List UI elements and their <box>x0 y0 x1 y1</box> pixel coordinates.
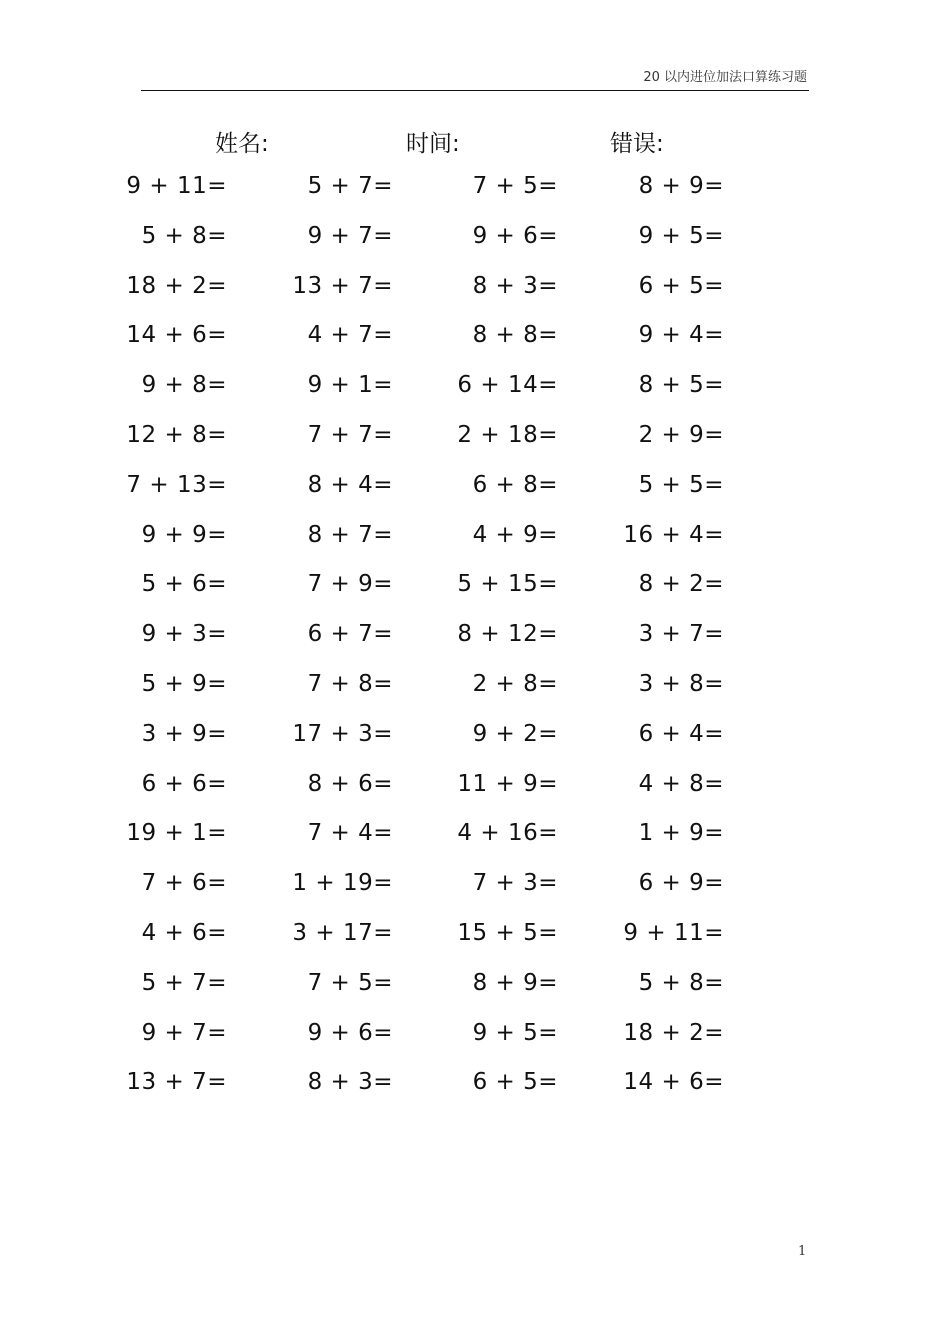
problem-item: 5 + 7= <box>141 969 227 996</box>
problem-row <box>0 173 950 223</box>
student-info-row <box>0 125 950 161</box>
problem-row <box>0 771 950 821</box>
problem-item: 6 + 14= <box>457 372 558 399</box>
problem-item: 2 + 18= <box>457 421 558 448</box>
problem-item: 9 + 6= <box>472 222 558 249</box>
problem-item: 6 + 8= <box>472 471 558 498</box>
problem-item: 8 + 3= <box>307 1069 393 1096</box>
problem-item: 5 + 6= <box>141 571 227 598</box>
problem-item: 9 + 1= <box>307 372 393 399</box>
problem-item: 5 + 8= <box>638 969 724 996</box>
problem-item: 8 + 4= <box>307 471 393 498</box>
problem-item: 6 + 9= <box>638 870 724 897</box>
problem-item: 4 + 8= <box>638 770 724 797</box>
problem-row <box>0 422 950 472</box>
problem-item: 7 + 6= <box>141 870 227 897</box>
header-title: 20 以内进位加法口算练习题 <box>643 70 807 85</box>
problem-item: 9 + 5= <box>638 222 724 249</box>
problem-row <box>0 472 950 522</box>
problem-item: 7 + 5= <box>472 173 558 199</box>
problem-item: 6 + 7= <box>307 621 393 648</box>
problem-row <box>0 372 950 422</box>
problem-item: 6 + 5= <box>638 272 724 299</box>
problem-item: 7 + 7= <box>307 421 393 448</box>
problem-item: 7 + 8= <box>307 670 393 697</box>
page-header <box>141 64 809 91</box>
problem-row <box>0 1020 950 1070</box>
problem-item: 3 + 8= <box>638 670 724 697</box>
problem-item: 4 + 6= <box>141 919 227 946</box>
problem-row <box>0 223 950 273</box>
problem-item: 9 + 7= <box>307 222 393 249</box>
problem-row <box>0 273 950 323</box>
problem-item: 7 + 9= <box>307 571 393 598</box>
problem-item: 9 + 2= <box>472 720 558 747</box>
problem-item: 2 + 8= <box>472 670 558 697</box>
problem-item: 8 + 9= <box>638 173 724 199</box>
problem-item: 5 + 15= <box>457 571 558 598</box>
problem-item: 9 + 8= <box>141 372 227 399</box>
problem-item: 4 + 9= <box>472 521 558 548</box>
problem-row <box>0 621 950 671</box>
problem-item: 9 + 5= <box>472 1019 558 1046</box>
problem-item: 1 + 19= <box>292 870 393 897</box>
problem-item: 5 + 9= <box>141 670 227 697</box>
problem-item: 8 + 2= <box>638 571 724 598</box>
problem-item: 3 + 7= <box>638 621 724 648</box>
problem-item: 18 + 2= <box>126 272 227 299</box>
problem-item: 8 + 8= <box>472 322 558 349</box>
problem-item: 9 + 9= <box>141 521 227 548</box>
problem-item: 7 + 3= <box>472 870 558 897</box>
problem-row <box>0 820 950 870</box>
errors-label: 错误: <box>610 131 664 157</box>
problem-item: 7 + 5= <box>307 969 393 996</box>
problem-row <box>0 671 950 721</box>
problem-item: 9 + 6= <box>307 1019 393 1046</box>
problem-item: 3 + 9= <box>141 720 227 747</box>
problem-row <box>0 522 950 572</box>
problem-item: 12 + 8= <box>126 421 227 448</box>
problem-item: 14 + 6= <box>126 322 227 349</box>
problem-item: 14 + 6= <box>623 1069 724 1096</box>
problem-item: 6 + 4= <box>638 720 724 747</box>
problem-row <box>0 920 950 970</box>
problem-item: 8 + 7= <box>307 521 393 548</box>
problem-item: 3 + 17= <box>292 919 393 946</box>
problem-item: 13 + 7= <box>126 1069 227 1096</box>
problem-item: 6 + 6= <box>141 770 227 797</box>
problem-item: 13 + 7= <box>292 272 393 299</box>
problem-row <box>0 970 950 1020</box>
problem-item: 9 + 4= <box>638 322 724 349</box>
problem-item: 4 + 7= <box>307 322 393 349</box>
problem-item: 7 + 4= <box>307 820 393 847</box>
problem-item: 4 + 16= <box>457 820 558 847</box>
problem-item: 18 + 2= <box>623 1019 724 1046</box>
problem-item: 7 + 13= <box>126 471 227 498</box>
problem-item: 15 + 5= <box>457 919 558 946</box>
problem-item: 8 + 5= <box>638 372 724 399</box>
problem-row <box>0 1069 950 1119</box>
problem-item: 1 + 9= <box>638 820 724 847</box>
problem-item: 5 + 7= <box>307 173 393 199</box>
problem-item: 8 + 12= <box>457 621 558 648</box>
problem-row <box>0 322 950 372</box>
name-label: 姓名: <box>215 131 269 157</box>
problem-item: 8 + 6= <box>307 770 393 797</box>
problem-item: 9 + 11= <box>623 919 724 946</box>
time-label: 时间: <box>406 131 460 157</box>
problem-item: 2 + 9= <box>638 421 724 448</box>
problem-item: 5 + 8= <box>141 222 227 249</box>
problem-item: 9 + 3= <box>141 621 227 648</box>
problem-item: 9 + 11= <box>126 173 227 199</box>
problem-row <box>0 571 950 621</box>
problem-item: 16 + 4= <box>623 521 724 548</box>
problem-item: 8 + 3= <box>472 272 558 299</box>
problem-item: 9 + 7= <box>141 1019 227 1046</box>
problem-item: 6 + 5= <box>472 1069 558 1096</box>
problem-item: 19 + 1= <box>126 820 227 847</box>
problem-item: 8 + 9= <box>472 969 558 996</box>
problem-row <box>0 870 950 920</box>
problem-item: 17 + 3= <box>292 720 393 747</box>
problem-item: 5 + 5= <box>638 471 724 498</box>
problem-row <box>0 721 950 771</box>
problem-item: 11 + 9= <box>457 770 558 797</box>
page-number: 1 <box>798 1244 807 1259</box>
problem-grid <box>0 173 950 1119</box>
